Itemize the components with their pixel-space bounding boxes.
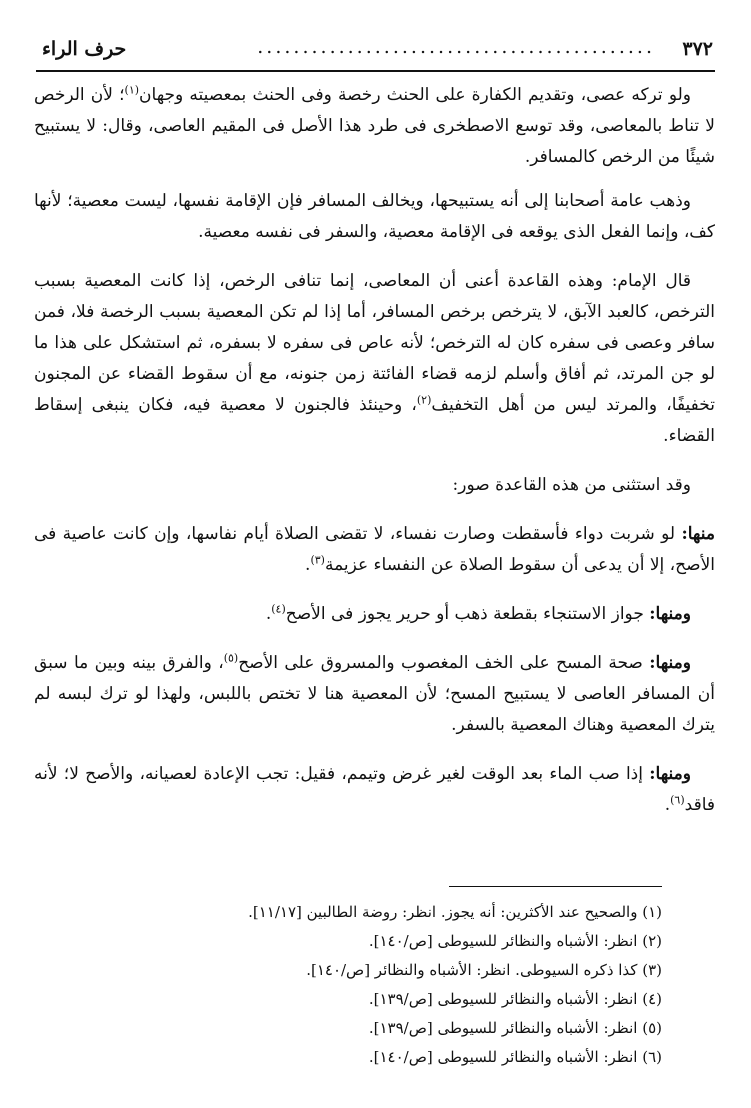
header-leader-dots: ............................................ xyxy=(257,36,655,58)
paragraph: ولو تركه عصى، وتقديم الكفارة على الحنث رخصة وفى الحنث بمعصيته وجهان$^{(١)}$؛ لأن الرخص لا تناط بالمعاصى، وقد توسع الاصطخرى فى طرد هذا الأصل فى المقيم العاصى، وقال: لا يستبيح شيئًا من الرخص كالمسافر. xyxy=(34,83,715,167)
paragraph-lead: ومنها: xyxy=(649,604,691,624)
header-rule xyxy=(36,70,715,72)
paragraph: منها: لو شربت دواء فأسقطت وصارت نفساء، لا تقضى الصلاة أيام نفاسها، وإن كانت عاصية فى الأصح، إلا أن يدعى أن سقوط الصلاة عن النفساء عزيمة$^{(٣)}$. xyxy=(34,524,715,575)
paragraph: وقد استثنى من هذه القاعدة صور: xyxy=(452,475,691,495)
footnote-rule xyxy=(449,886,662,887)
paragraph: ومنها: جواز الاستنجاء بقطعة ذهب أو حرير يجوز فى الأصح$^{(٤)}$. xyxy=(265,602,691,624)
footnote: (٦) انظر: الأشباه والنظائر للسيوطى [ص/١٤٠]. xyxy=(368,1048,662,1066)
paragraph-lead: ومنها: xyxy=(649,653,691,673)
footnotes xyxy=(60,898,662,1072)
paragraph: ومنها: صحة المسح على الخف المغصوب والمسروق على الأصح$^{(٥)}$، والفرق بينه وبين ما سبق أن المسافر العاصى لا يستبيح المسح؛ لأن المعصية هنا لا تختص باللبس، ولهذا لو ترك لبسه لم يترك المعصية وهناك المعصية بالسفر. xyxy=(34,651,715,735)
paragraph: وذهب عامة أصحابنا إلى أنه يستبيحها، ويخالف المسافر فإن الإقامة نفسها، ليست معصية؛ لأنها كف، وإنما الفعل الذى يوقعه فى الإقامة معصية، والسفر فى نفسه معصية. xyxy=(34,191,715,242)
footnote-ref: (٥) xyxy=(223,651,239,665)
paragraph: ومنها: إذا صب الماء بعد الوقت لغير غرض وتيمم، فقيل: تجب الإعادة لعصيانه، والأصح لا؛ لأنه فاقد$^{(٦)}$. xyxy=(34,764,715,815)
footnote: (٥) انظر: الأشباه والنظائر للسيوطى [ص/١٣٩]. xyxy=(368,1019,662,1037)
footnote-ref: (٦) xyxy=(670,793,685,807)
footnote-ref: (٤) xyxy=(271,602,286,616)
page-number: ٣٧٢ xyxy=(682,38,713,60)
paragraph-lead: منها: xyxy=(681,524,715,544)
footnote-ref: (٢) xyxy=(416,393,432,407)
running-header xyxy=(36,32,715,70)
footnote-ref: (٣) xyxy=(310,553,325,567)
footnote: (٣) كذا ذكره السيوطى. انظر: الأشباه والنظائر [ص/١٤٠]. xyxy=(306,961,662,979)
footnote: (٤) انظر: الأشباه والنظائر للسيوطى [ص/١٣٩]. xyxy=(368,990,662,1008)
paragraph: قال الإمام: وهذه القاعدة أعنى أن المعاصى، إنما تنافى الرخص، إذا كانت المعصية بسبب الترخص، كالعبد الآبق، لا يترخص برخص المسافر، أما إذا لم تكن المعصية بسبب الرخصة فلا، فمن سافر وعصى فى سفره كان له الترخص؛ لأنه عاص فى سفره لا بسفره، ثم استشكل على هذا ما لو جن المرتد، ثم أفاق وأسلم لزمه قضاء الفائتة زمن جنونه، مع أن سقوط القضاء عن المجنون تخفيفًا، والمرتد ليس من أهل التخفيف$^{(٢)}$، وحينئذ فالجنون لا معصية فيه، فكان ينبغى إسقاط القضاء. xyxy=(34,271,716,446)
footnote-ref: (١) xyxy=(124,83,140,97)
main-text xyxy=(34,80,715,834)
footnote: (٢) انظر: الأشباه والنظائر للسيوطى [ص/١٤٠]. xyxy=(368,932,662,950)
paragraph-lead: ومنها: xyxy=(649,764,691,784)
chapter-title: حرف الراء xyxy=(42,38,127,60)
footnote: (١) والصحيح عند الأكثرين: أنه يجوز. انظر: روضة الطالبين [١١/١٧]. xyxy=(248,903,662,921)
